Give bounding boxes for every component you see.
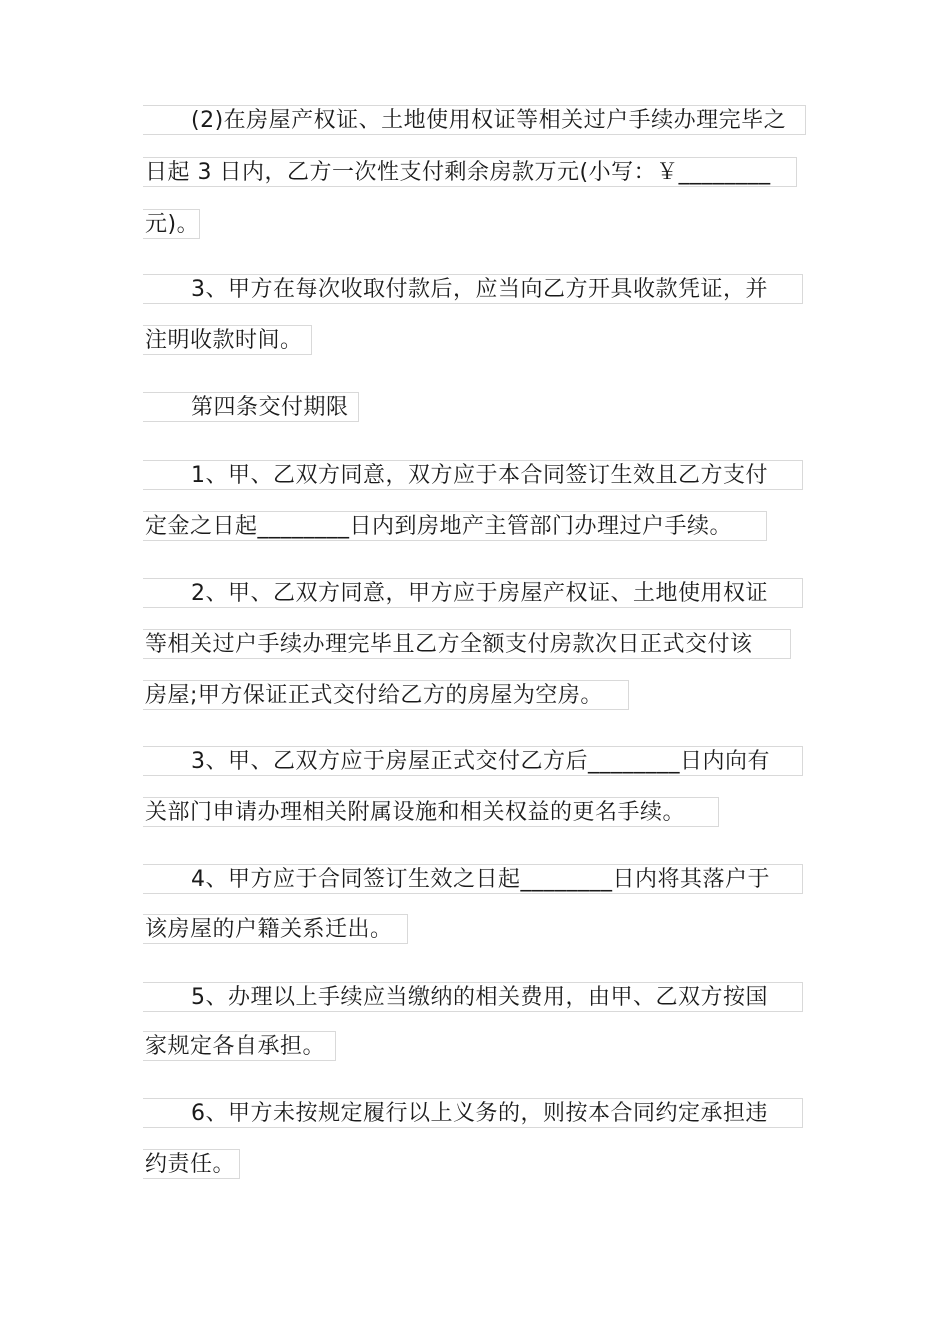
text-line: (2)在房屋产权证、土地使用权证等相关过户手续办理完毕之 — [143, 105, 806, 135]
text-line: 4、甲方应于合同签订生效之日起________日内将其落户于 — [143, 864, 803, 894]
text-line: 家规定各自承担。 — [143, 1031, 336, 1061]
text-line: 注明收款时间。 — [143, 325, 312, 355]
text-line: 等相关过户手续办理完毕且乙方全额支付房款次日正式交付该 — [143, 629, 791, 659]
text-line: 关部门申请办理相关附属设施和相关权益的更名手续。 — [143, 797, 719, 827]
text-line: 房屋;甲方保证正式交付给乙方的房屋为空房。 — [143, 680, 629, 710]
text-line: 元)。 — [143, 209, 200, 239]
text-line: 日起 3 日内，乙方一次性支付剩余房款万元(小写：￥________ — [143, 157, 797, 187]
text-line: 6、甲方未按规定履行以上义务的，则按本合同约定承担违 — [143, 1098, 803, 1128]
text-line: 定金之日起________日内到房地产主管部门办理过户手续。 — [143, 511, 767, 541]
text-line: 3、甲、乙双方应于房屋正式交付乙方后________日内向有 — [143, 746, 803, 776]
text-line: 该房屋的户籍关系迁出。 — [143, 914, 408, 944]
text-line: 1、甲、乙双方同意，双方应于本合同签订生效且乙方支付 — [143, 460, 803, 490]
text-line: 约责任。 — [143, 1149, 240, 1179]
section-title: 第四条交付期限 — [143, 392, 359, 422]
text-line: 2、甲、乙双方同意，甲方应于房屋产权证、土地使用权证 — [143, 578, 803, 608]
text-line: 5、办理以上手续应当缴纳的相关费用，由甲、乙双方按国 — [143, 982, 803, 1012]
text-line: 3、甲方在每次收取付款后，应当向乙方开具收款凭证，并 — [143, 274, 803, 304]
